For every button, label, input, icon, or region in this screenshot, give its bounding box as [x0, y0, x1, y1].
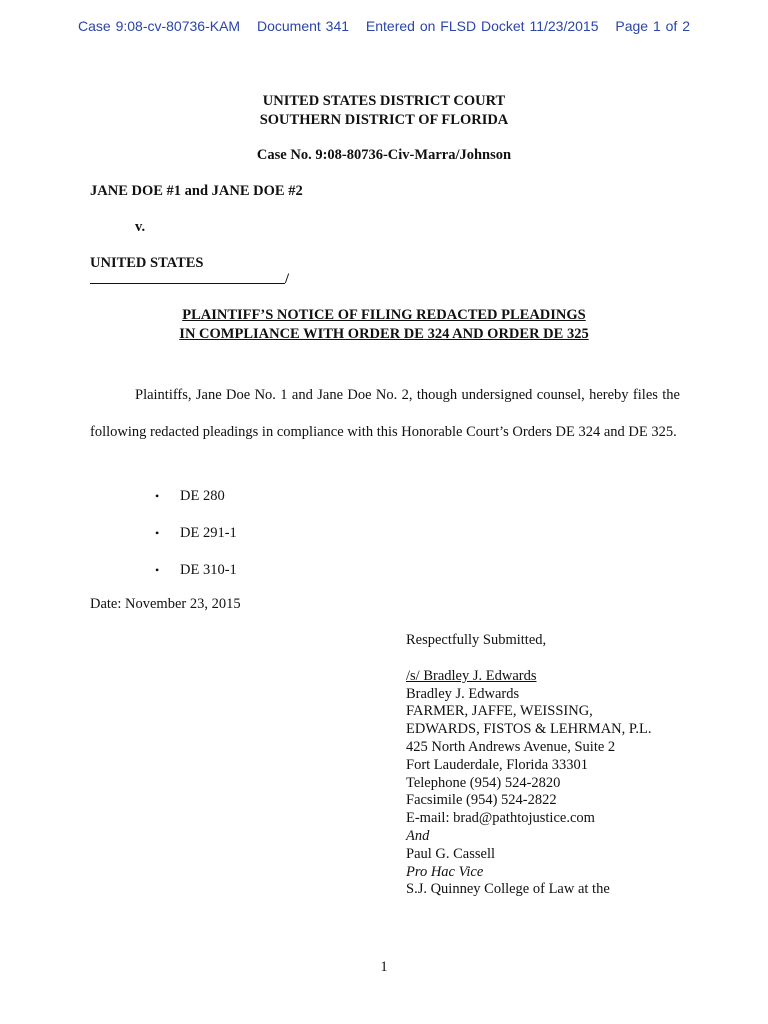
list-item-label: DE 291-1: [180, 525, 237, 541]
filing-date: Date: November 23, 2015: [90, 596, 241, 612]
bullet-icon: •: [155, 526, 160, 540]
list-item-label: DE 310-1: [180, 562, 237, 578]
list-item: [155, 560, 237, 597]
address-line-1: 425 North Andrews Avenue, Suite 2: [406, 738, 616, 755]
list-item-label: DE 280: [180, 488, 225, 504]
second-attorney-name: Paul G. Cassell: [406, 845, 496, 862]
body-text: Plaintiffs, Jane Doe No. 1 and Jane Doe No. 2, though undersigned counsel, hereby files the following redacted pleadings in compliance with this Honorable Court’s Orders DE 324 and DE 325.: [90, 387, 680, 440]
title-line-2: IN COMPLIANCE WITH ORDER DE 324 AND ORDER DE 325: [179, 326, 589, 342]
facsimile: Facsimile (954) 524-2822: [406, 792, 557, 809]
bullet-icon: •: [155, 489, 160, 503]
list-item: [155, 523, 237, 560]
signature-block: [406, 632, 651, 899]
plaintiffs-caption: JANE DOE #1 and JANE DOE #2: [90, 183, 303, 199]
page-number: 1: [380, 959, 388, 975]
bullet-icon: •: [155, 563, 160, 577]
closing-phrase: Respectfully Submitted,: [406, 632, 547, 648]
body-paragraph: [90, 377, 680, 450]
case-id: Case 9:08-cv-80736-KAM: [78, 18, 241, 34]
caption-divider-line: [90, 270, 285, 284]
email: E-mail: brad@pathtojustice.com: [406, 810, 595, 827]
and-conjunction: And: [406, 827, 430, 844]
caption-slash: /: [285, 271, 290, 287]
address-line-2: Fort Lauderdale, Florida 33301: [406, 756, 589, 773]
attorney-name: Bradley J. Edwards: [406, 685, 520, 702]
pleadings-list: [155, 486, 237, 597]
title-line-1: PLAINTIFF’S NOTICE OF FILING REDACTED PLEADINGS: [182, 307, 586, 323]
page-count: Page 1 of 2: [615, 18, 690, 34]
document-title: [0, 306, 768, 344]
court-district: SOUTHERN DISTRICT OF FLORIDA: [259, 112, 509, 128]
versus-label: v.: [135, 219, 146, 235]
firm-name-line-2: EDWARDS, FISTOS & LEHRMAN, P.L.: [406, 721, 652, 738]
pro-hac-vice: Pro Hac Vice: [406, 863, 484, 880]
electronic-signature: /s/ Bradley J. Edwards: [406, 667, 537, 684]
court-name: UNITED STATES DISTRICT COURT: [262, 93, 506, 109]
firm-name-line-1: FARMER, JAFFE, WEISSING,: [406, 703, 593, 720]
telephone: Telephone (954) 524-2820: [406, 774, 561, 791]
defendant-caption: UNITED STATES: [90, 255, 204, 271]
list-item: [155, 486, 237, 523]
docket-entry-date: Entered on FLSD Docket 11/23/2015: [365, 18, 599, 34]
court-heading: [0, 92, 768, 130]
case-number: Case No. 9:08-80736-Civ-Marra/Johnson: [256, 147, 512, 163]
docket-header-stamp: [0, 18, 768, 34]
school-line: S.J. Quinney College of Law at the: [406, 881, 610, 898]
document-number: Document 341: [256, 18, 350, 34]
